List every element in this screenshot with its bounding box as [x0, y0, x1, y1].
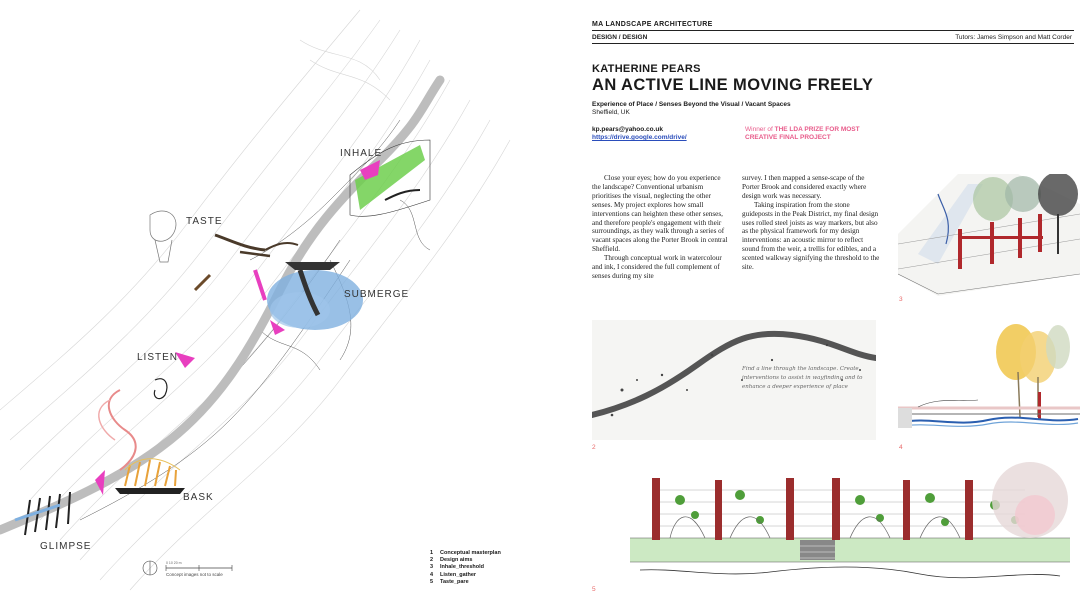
project-title: AN ACTIVE LINE MOVING FREELY [592, 76, 874, 94]
figure-number-3: 3 [899, 296, 903, 303]
body-column-2 [742, 174, 880, 272]
author-name: KATHERINE PEARS [592, 63, 701, 75]
bask-sketch [115, 459, 185, 494]
figure-4-section [898, 322, 1080, 440]
header-rule [592, 30, 1074, 31]
figure-number-4: 4 [899, 444, 903, 451]
author-email[interactable]: kp.pears@yahoo.co.uk [592, 126, 663, 133]
legend-item: 5 Taste_pare [430, 578, 469, 585]
project-subtitle: Experience of Place / Senses Beyond the Visual / Vacant Spaces [592, 101, 791, 108]
portfolio-link[interactable]: https://drive.google.com/drive/ [592, 134, 687, 141]
figure-legend [430, 550, 501, 586]
legend-item: 1 Conceptual masterplan [430, 550, 501, 556]
figure-number-5: 5 [592, 586, 596, 593]
masterplan-drawing [0, 0, 540, 596]
conceptual-masterplan [0, 0, 540, 596]
body-paragraph: Close your eyes; how do you experience the landscape? Conventional urbanism prioritises the visual, neglecting the other senses. My project explores how small interventions can heighten these other senses, and therefore people's engagement with their surroundings, as they walk through a series of vacant spaces along the Porter Brook in central Sheffield. [592, 174, 728, 254]
map-label-listen: LISTEN [137, 352, 179, 363]
figure-5-trellis-elevation [620, 460, 1080, 586]
figure-number-2: 2 [592, 444, 596, 451]
award-note: Winner of THE LDA PRIZE FOR MOST CREATIVE FINAL PROJECT [745, 126, 860, 141]
project-location: Sheffield, UK [592, 109, 630, 116]
map-label-glimpse: GLIMPSE [40, 541, 92, 552]
section-heading: DESIGN / DESIGN [592, 34, 648, 41]
body-paragraph: survey. I then mapped a sense-scape of the Porter Brook and considered exactly where design work was necessary. [742, 174, 867, 200]
legend-item: 3 Inhale_threshold [430, 564, 485, 571]
body-paragraph: Taking inspiration from the stone guideposts in the Peak District, my final design uses rolled steel joists as way markers, but also as the physical framework for my design interventions: an acoustic mirror to reflect sound from the weir, a trellis for edibles, and a scented walkway signifying the threshold to the site. [742, 200, 880, 272]
legend-item: 2 Design aims [430, 557, 473, 564]
tutors-credit: Tutors: James Simpson and Matt Corder [955, 34, 1072, 41]
map-label-bask: BASK [183, 492, 214, 503]
map-label-taste: TASTE [186, 216, 223, 227]
sketch-handwritten-note: Find a line through the landscape. Create interventions to assist in wayfinding and to enhance a deeper experience of place [742, 366, 863, 390]
body-paragraph: Through conceptual work in watercolour and ink, I considered the full complement of senses during my site [592, 254, 722, 280]
scale-note: Concept images not to scale [166, 572, 223, 577]
program-heading: MA LANDSCAPE ARCHITECTURE [592, 21, 713, 28]
body-column-1 [592, 174, 728, 281]
figure-2-line-sketch [592, 320, 876, 440]
legend-item: 4 Listen_gather [430, 571, 477, 578]
map-label-inhale: INHALE [340, 148, 383, 159]
scale-ticks: 0 10 20 m [166, 561, 182, 565]
header-rule-2 [592, 43, 1074, 44]
figure-3-threshold-render [898, 174, 1080, 296]
map-label-submerge: SUBMERGE [344, 289, 410, 300]
